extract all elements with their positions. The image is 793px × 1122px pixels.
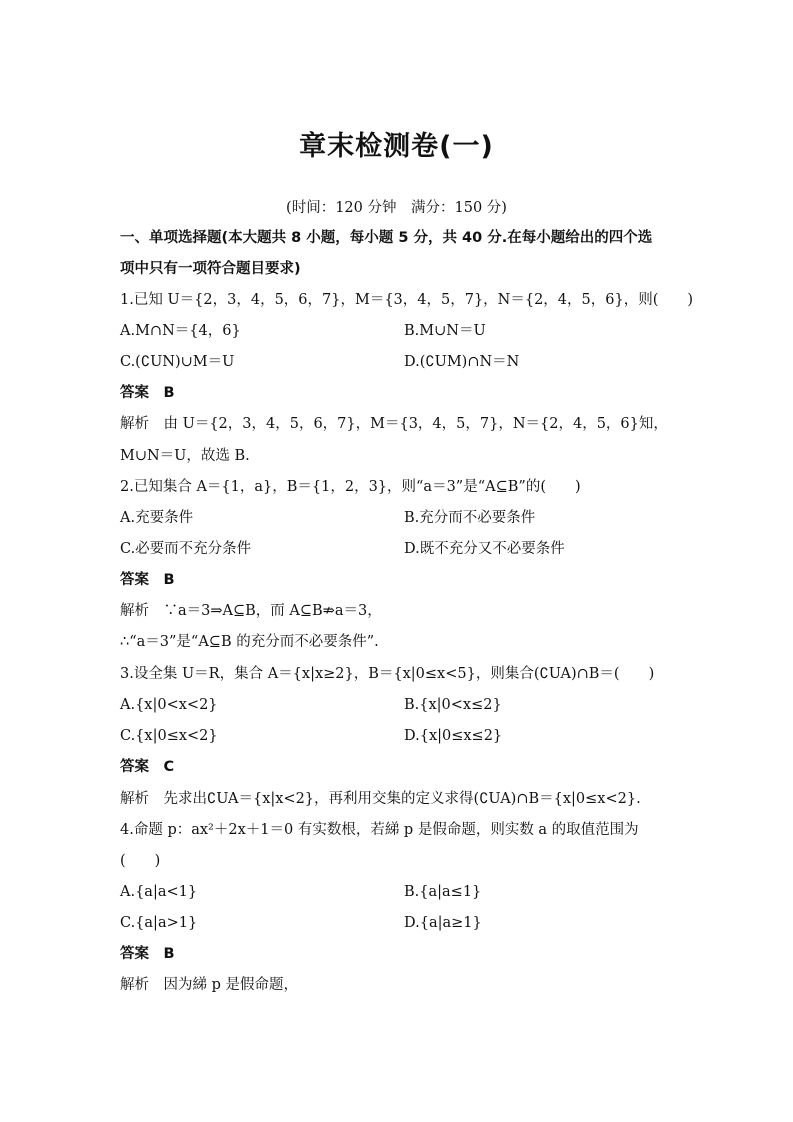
q4-stem-line2: ( ) bbox=[120, 853, 161, 869]
section-heading-line2: 项中只有一项符合题目要求) bbox=[120, 261, 301, 277]
q1-analysis-line1: 解析 由 U＝{2，3，4，5，6，7}，M＝{3，4，5，7}，N＝{2，4，5，6}知， bbox=[120, 416, 668, 432]
q4-option-b: B.{a|a≤1} bbox=[404, 884, 482, 900]
q1-option-c: C.(∁UN)∪M＝U bbox=[120, 354, 235, 370]
q2-answer: 答案 B bbox=[120, 572, 175, 588]
q1-analysis-line2: M∪N＝U，故选 B. bbox=[120, 448, 250, 464]
q3-option-d: D.{x|0≤x≤2} bbox=[404, 728, 503, 744]
q2-stem: 2.已知集合 A＝{1，a}，B＝{1，2，3}，则“a＝3”是“A⊆B”的( ) bbox=[120, 479, 581, 495]
q3-option-b: B.{x|0<x≤2} bbox=[404, 697, 502, 713]
q2-analysis-line2: ∴“a＝3”是“A⊆B 的充分而不必要条件”. bbox=[120, 634, 379, 650]
q1-stem: 1.已知 U＝{2，3，4，5，6，7}，M＝{3，4，5，7}，N＝{2，4，5，6}，则( ) bbox=[120, 292, 694, 308]
section-heading-line1: 一、单项选择题(本大题共 8 小题，每小题 5 分，共 40 分.在每小题给出的四个选 bbox=[120, 230, 653, 246]
q2-option-c: C.必要而不充分条件 bbox=[120, 541, 252, 557]
page-title: 章末检测卷(一) bbox=[299, 131, 494, 162]
q4-option-c: C.{a|a>1} bbox=[120, 915, 198, 931]
q4-stem-line1: 4.命题 p：ax²＋2x＋1＝0 有实数根，若綈 p 是假命题，则实数 a 的取值范围为 bbox=[120, 822, 639, 838]
q4-option-a: A.{a|a<1} bbox=[120, 884, 198, 900]
q2-option-b: B.充分而不必要条件 bbox=[404, 510, 536, 526]
exam-info: (时间：120 分钟 满分：150 分) bbox=[286, 200, 507, 216]
q3-option-c: C.{x|0≤x<2} bbox=[120, 728, 218, 744]
q1-option-a: A.M∩N＝{4，6} bbox=[120, 323, 241, 339]
q3-analysis-line1: 解析 先求出∁UA＝{x|x<2}，再利用交集的定义求得(∁UA)∩B＝{x|0≤x<2}. bbox=[120, 791, 641, 807]
q2-analysis-line1: 解析 ∵a＝3⇒A⊆B，而 A⊆B⇏a＝3， bbox=[120, 603, 382, 619]
q4-option-d: D.{a|a≥1} bbox=[404, 915, 482, 931]
q2-option-a: A.充要条件 bbox=[120, 510, 194, 526]
q2-option-d: D.既不充分又不必要条件 bbox=[404, 541, 565, 557]
q3-answer: 答案 C bbox=[120, 759, 175, 775]
q1-option-d: D.(∁UM)∩N＝N bbox=[404, 354, 520, 370]
q3-stem: 3.设全集 U＝R，集合 A＝{x|x≥2}，B＝{x|0≤x<5}，则集合(∁UA)∩B＝( ) bbox=[120, 666, 655, 682]
q1-option-b: B.M∪N＝U bbox=[404, 323, 486, 339]
q1-answer: 答案 B bbox=[120, 385, 175, 401]
q4-analysis-line1: 解析 因为綈 p 是假命题， bbox=[120, 977, 298, 993]
q3-option-a: A.{x|0<x<2} bbox=[120, 697, 218, 713]
q4-answer: 答案 B bbox=[120, 946, 175, 962]
